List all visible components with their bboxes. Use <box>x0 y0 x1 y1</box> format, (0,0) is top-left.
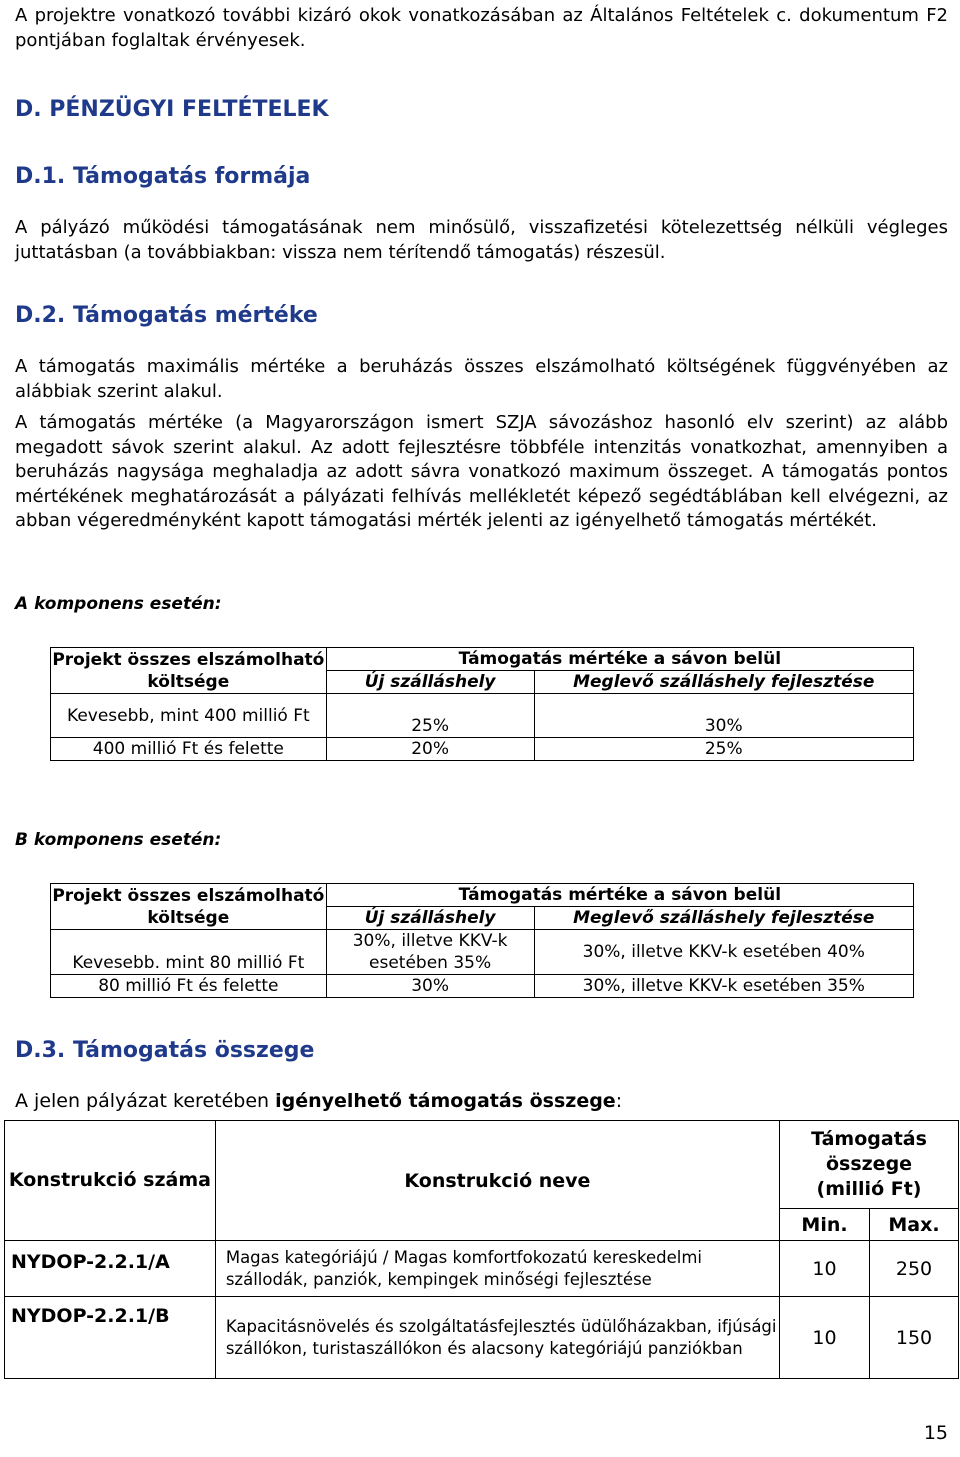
table-a-title: A komponens esetén: <box>15 594 222 614</box>
table-c-cell-max: 250 <box>870 1241 959 1297</box>
table-c-cell-code: NYDOP-2.2.1/A <box>5 1241 216 1297</box>
d3-lead-end: : <box>615 1090 623 1112</box>
table-a-header-group: Támogatás mértéke a sávon belül <box>326 648 913 671</box>
table-c-header-min: Min. <box>780 1209 870 1241</box>
intro-paragraph: A projektre vonatkozó további kizáró okok vonatkozásában az Általános Feltételek c. dokumentum F2 pontjában foglaltak érvényesek. <box>15 5 948 51</box>
table-a-cell-cost: Kevesebb, mint 400 millió Ft <box>51 694 327 738</box>
table-b-header-cost: Projekt összes elszámolható költsége <box>52 885 325 928</box>
table-b-header-group: Támogatás mértéke a sávon belül <box>326 884 913 907</box>
table-c-cell-max: 150 <box>870 1297 959 1379</box>
d3-lead <box>15 1090 622 1112</box>
table-b-cell-existing: 30%, illetve KKV-k esetében 40% <box>534 930 914 975</box>
d3-lead-bold: igényelhető támogatás összege <box>275 1090 616 1112</box>
section-d-heading: D. PÉNZÜGYI FELTÉTELEK <box>15 97 329 122</box>
table-b-title: B komponens esetén: <box>15 830 222 850</box>
table-b-cell-new: 30% <box>326 975 534 998</box>
table-c-header-code: Konstrukció száma <box>5 1121 216 1241</box>
table-c-cell-code: NYDOP-2.2.1/B <box>5 1297 216 1379</box>
table-row <box>51 694 914 738</box>
page-number: 15 <box>923 1422 948 1444</box>
table-b-cell-cost: Kevesebb. mint 80 millió Ft <box>51 930 327 975</box>
d1-text: A pályázó működési támogatásának nem minősülő, visszafizetési kötelezettség nélküli végleges juttatásban (a továbbiakban: vissza nem térítendő támogatás) részesül. <box>15 217 948 263</box>
table-c-header-max: Max. <box>870 1209 959 1241</box>
d3-heading: D.3. Támogatás összege <box>15 1038 315 1063</box>
table-c-cell-min: 10 <box>780 1297 870 1379</box>
d2-paragraph-1: A támogatás maximális mértéke a beruházás összes elszámolható költségének függvényében az alábbiak szerint alakul. <box>15 356 948 402</box>
table-a <box>50 647 914 761</box>
table-b <box>50 883 914 998</box>
d1-heading: D.1. Támogatás formája <box>15 164 311 189</box>
table-b-header-new: Új szálláshely <box>326 907 534 930</box>
table-a-cell-new: 20% <box>326 738 534 761</box>
d2-paragraph-2: A támogatás mértéke (a Magyarországon ismert SZJA sávozáshoz hasonló elv szerint) az alább megadott sávok szerint alakul. Az adott fejlesztésre többféle intenzitás vonatkozhat, amennyiben a beruházás nagysága meghaladja az adott sávra vonatkozó maximum összeget. A támogatás pontos mértékének meghatározását a pályázati felhívás mellékletét képező segédtáblában kell elvégezni, az abban végeredményként kapott támogatási mérték jelenti az igényelhető támogatás mértékét. <box>15 412 948 531</box>
table-b-cell-new: 30%, illetve KKV-k esetében 35% <box>326 930 534 975</box>
table-row <box>51 975 914 998</box>
table-a-cell-existing: 30% <box>534 694 914 738</box>
table-c-cell-name: Magas kategóriájú / Magas komfortfokozatú kereskedelmi szállodák, panziók, kempingek minőségi fejlesztése <box>215 1241 779 1297</box>
d2-heading: D.2. Támogatás mértéke <box>15 303 318 328</box>
table-b-cell-existing: 30%, illetve KKV-k esetében 35% <box>534 975 914 998</box>
d3-lead-plain: A jelen pályázat keretében <box>15 1090 276 1112</box>
table-a-header-existing: Meglevő szálláshely fejlesztése <box>534 671 914 694</box>
table-a-header-cost: Projekt összes elszámolható költsége <box>52 649 325 692</box>
table-a-cell-new: 25% <box>326 694 534 738</box>
table-row <box>51 738 914 761</box>
table-c <box>4 1120 959 1379</box>
table-c-header-amount: Támogatás összege (millió Ft) <box>780 1121 959 1209</box>
table-row <box>51 930 914 975</box>
table-row <box>5 1241 959 1297</box>
table-c-cell-min: 10 <box>780 1241 870 1297</box>
table-b-cell-cost: 80 millió Ft és felette <box>51 975 327 998</box>
table-row <box>5 1297 959 1379</box>
table-c-cell-name: Kapacitásnövelés és szolgáltatásfejlesztés üdülőházakban, ifjúsági szállókon, turistaszállókon és alacsony kategóriájú panziókban <box>215 1297 779 1379</box>
table-a-cell-cost: 400 millió Ft és felette <box>51 738 327 761</box>
table-c-header-name: Konstrukció neve <box>215 1121 779 1241</box>
table-a-header-new: Új szálláshely <box>326 671 534 694</box>
table-a-cell-existing: 25% <box>534 738 914 761</box>
table-b-header-existing: Meglevő szálláshely fejlesztése <box>534 907 914 930</box>
